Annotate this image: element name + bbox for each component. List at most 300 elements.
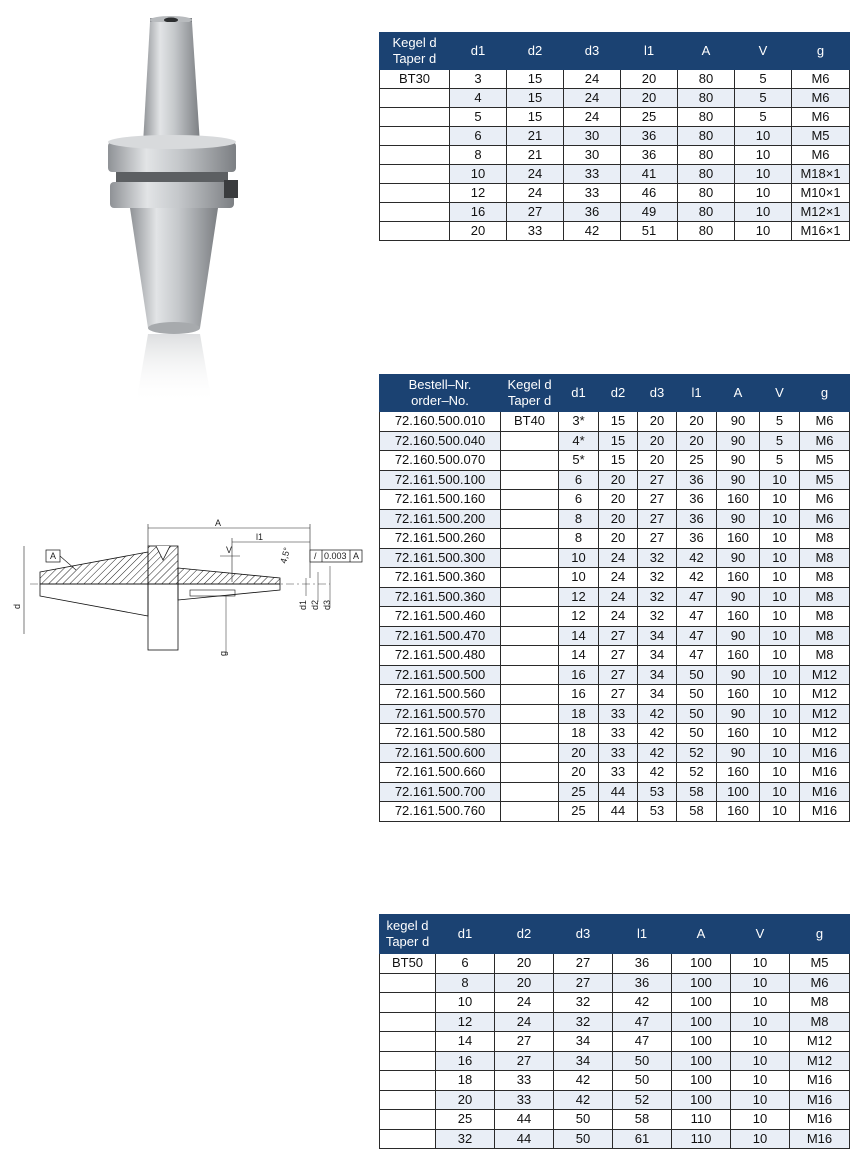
table-cell: M12	[790, 1032, 850, 1052]
table-cell: M12×1	[792, 203, 850, 222]
table-row	[380, 548, 850, 568]
tolerance-value: 0.003	[324, 551, 347, 561]
table-cell: 47	[677, 646, 717, 666]
table-cell: 46	[621, 184, 678, 203]
table-cell: BT40	[501, 412, 559, 432]
table-cell: 5	[760, 431, 800, 451]
column-header: A	[678, 33, 735, 70]
dim-label-a: A	[215, 518, 222, 528]
table-cell: 10	[760, 704, 800, 724]
dim-label-g: g	[218, 650, 228, 656]
table-cell: 12	[436, 1012, 495, 1032]
table-cell: 16	[559, 665, 599, 685]
table-cell: M16	[800, 743, 850, 763]
table-cell: 36	[677, 529, 717, 549]
tolerance-symbol: /	[314, 551, 317, 561]
table-cell: 50	[554, 1129, 613, 1149]
table-row	[380, 203, 850, 222]
table-cell: 10	[760, 587, 800, 607]
table-cell	[501, 646, 559, 666]
table-cell: 18	[559, 724, 599, 744]
table-cell: 49	[621, 203, 678, 222]
table-header-row	[380, 915, 850, 954]
table-cell: 90	[717, 665, 760, 685]
table-row	[380, 1051, 850, 1071]
table-cell: 10	[760, 529, 800, 549]
table-cell: 16	[436, 1051, 495, 1071]
table-cell: 160	[717, 529, 760, 549]
table-cell: 100	[672, 1071, 731, 1091]
table-row	[380, 724, 850, 744]
dim-label-angle: 4,5°	[278, 546, 293, 565]
table-cell: 53	[638, 782, 677, 802]
table-cell: 90	[717, 626, 760, 646]
dim-label-d3: d3	[322, 599, 332, 610]
table-cell	[501, 685, 559, 705]
table-cell: 47	[613, 1012, 672, 1032]
table-cell: 10	[735, 146, 792, 165]
table-cell: 8	[436, 973, 495, 993]
table-cell	[380, 1129, 436, 1149]
table-cell: 10	[731, 993, 790, 1013]
table-cell	[501, 665, 559, 685]
table-cell: 20	[638, 451, 677, 471]
table-row	[380, 509, 850, 529]
table-cell: 8	[450, 146, 507, 165]
column-header: g	[792, 33, 850, 70]
table-cell: M16	[800, 802, 850, 822]
table-cell: 15	[507, 108, 564, 127]
technical-drawing	[10, 516, 370, 666]
table-cell: 10	[731, 1129, 790, 1149]
table-cell: 42	[638, 724, 677, 744]
table-cell: 52	[677, 743, 717, 763]
table-cell: 36	[613, 954, 672, 974]
table-cell: 10	[559, 568, 599, 588]
table-cell: M10×1	[792, 184, 850, 203]
table-cell: 42	[638, 704, 677, 724]
column-header: V	[760, 375, 800, 412]
table-cell: 20	[495, 973, 554, 993]
table-cell: 100	[672, 1090, 731, 1110]
table-cell: 10	[760, 802, 800, 822]
table-cell: 90	[717, 509, 760, 529]
table-cell: M8	[800, 607, 850, 627]
table-body	[380, 70, 850, 241]
table-cell: 20	[677, 412, 717, 432]
table-cell: 25	[559, 782, 599, 802]
table-cell: 90	[717, 451, 760, 471]
table-cell: 8	[559, 509, 599, 529]
table-cell: 20	[599, 509, 638, 529]
table-cell: 12	[559, 607, 599, 627]
table-cell: 10	[760, 626, 800, 646]
column-header: A	[717, 375, 760, 412]
table-cell: 10	[760, 607, 800, 627]
table-cell: 20	[436, 1090, 495, 1110]
table-cell: M5	[800, 451, 850, 471]
table-cell: 90	[717, 587, 760, 607]
table-cell: 52	[677, 763, 717, 783]
table-cell: 52	[613, 1090, 672, 1110]
table-cell: 72.161.500.760	[380, 802, 501, 822]
table-cell: BT30	[380, 70, 450, 89]
table-cell: 10	[731, 973, 790, 993]
table-cell: 16	[559, 685, 599, 705]
table-cell: 100	[717, 782, 760, 802]
table-cell: 25	[621, 108, 678, 127]
table-cell: 72.161.500.360	[380, 568, 501, 588]
table-row	[380, 587, 850, 607]
table-cell: 44	[599, 802, 638, 822]
table-cell: 21	[507, 127, 564, 146]
table-cell: 27	[638, 470, 677, 490]
table-cell: 42	[554, 1071, 613, 1091]
table-cell	[380, 203, 450, 222]
table-cell: 72.161.500.480	[380, 646, 501, 666]
table-cell: M8	[800, 548, 850, 568]
table-cell: 4	[450, 89, 507, 108]
table-row	[380, 222, 850, 241]
table-cell: 33	[599, 704, 638, 724]
column-header: Kegel d Taper d	[501, 375, 559, 412]
column-header: V	[731, 915, 790, 954]
table-cell: 6	[436, 954, 495, 974]
table-cell: 32	[638, 568, 677, 588]
table-cell: 20	[677, 431, 717, 451]
table-cell: 41	[621, 165, 678, 184]
table-cell: 160	[717, 685, 760, 705]
table-row	[380, 529, 850, 549]
table-cell	[501, 587, 559, 607]
table-cell	[501, 548, 559, 568]
table-cell: 160	[717, 763, 760, 783]
table-cell: 100	[672, 993, 731, 1013]
datum-box-a: A	[50, 551, 57, 561]
table-cell: 160	[717, 607, 760, 627]
column-header: l1	[621, 33, 678, 70]
table-cell: 25	[559, 802, 599, 822]
table-cell: M8	[800, 626, 850, 646]
table-cell: 33	[599, 724, 638, 744]
table-cell: 58	[613, 1110, 672, 1130]
table-row	[380, 704, 850, 724]
table-cell: 33	[599, 763, 638, 783]
table-cell: M12	[800, 685, 850, 705]
table-cell: M6	[792, 89, 850, 108]
table-cell: 160	[717, 568, 760, 588]
table-cell: 80	[678, 146, 735, 165]
table-cell: 20	[495, 954, 554, 974]
table-cell: 27	[638, 509, 677, 529]
bt40-spec-table	[379, 374, 850, 822]
table-cell	[501, 451, 559, 471]
table-cell: 34	[554, 1032, 613, 1052]
bt50-spec-table	[379, 914, 850, 1149]
table-cell: 24	[564, 108, 621, 127]
table-cell	[380, 993, 436, 1013]
table-cell: 14	[436, 1032, 495, 1052]
table-row	[380, 607, 850, 627]
table-cell: 33	[564, 184, 621, 203]
table-cell: M16	[790, 1129, 850, 1149]
table-cell: 33	[495, 1071, 554, 1091]
table-cell: 80	[678, 89, 735, 108]
table-cell: 58	[677, 782, 717, 802]
table-row	[380, 626, 850, 646]
table-cell: M6	[792, 108, 850, 127]
table-cell: 72.161.500.300	[380, 548, 501, 568]
table-cell: 32	[554, 1012, 613, 1032]
table-cell	[501, 490, 559, 510]
table-row	[380, 993, 850, 1013]
table-cell: 5	[760, 412, 800, 432]
table-cell: 18	[559, 704, 599, 724]
table-cell: 20	[638, 412, 677, 432]
table-cell: 27	[599, 646, 638, 666]
table-cell: 10	[731, 1090, 790, 1110]
table-cell: 90	[717, 548, 760, 568]
table-row	[380, 412, 850, 432]
table-cell: 72.161.500.570	[380, 704, 501, 724]
table-cell: 24	[599, 568, 638, 588]
table-cell: 24	[564, 70, 621, 89]
table-cell: M8	[800, 646, 850, 666]
table-cell: 80	[678, 184, 735, 203]
table-cell	[501, 626, 559, 646]
table-cell: 10	[731, 1071, 790, 1091]
table-cell: 10	[731, 954, 790, 974]
table-cell: 34	[554, 1051, 613, 1071]
table-row	[380, 1110, 850, 1130]
table-cell: 30	[564, 146, 621, 165]
table-cell	[501, 743, 559, 763]
table-cell: 100	[672, 954, 731, 974]
table-cell: 21	[507, 146, 564, 165]
table-cell	[380, 1071, 436, 1091]
table-header-row	[380, 33, 850, 70]
table-cell: M16	[800, 782, 850, 802]
table-cell: 36	[677, 490, 717, 510]
table-cell: 10	[760, 646, 800, 666]
table-cell	[380, 1032, 436, 1052]
table-cell: 10	[735, 165, 792, 184]
table-cell: 27	[638, 529, 677, 549]
table-cell: 160	[717, 724, 760, 744]
table-row	[380, 954, 850, 974]
table-cell: 50	[677, 724, 717, 744]
table-cell: 47	[677, 587, 717, 607]
table-cell: 12	[450, 184, 507, 203]
table-cell: 10	[731, 1012, 790, 1032]
table-cell: 10	[760, 568, 800, 588]
table-cell: 4*	[559, 431, 599, 451]
table-cell: 8	[559, 529, 599, 549]
table-cell: 15	[507, 89, 564, 108]
table-cell: 10	[731, 1032, 790, 1052]
table-cell	[380, 108, 450, 127]
table-row	[380, 89, 850, 108]
table-row	[380, 184, 850, 203]
table-row	[380, 1012, 850, 1032]
table-cell: 110	[672, 1129, 731, 1149]
table-cell: 10	[450, 165, 507, 184]
table-cell: 32	[638, 607, 677, 627]
bt30-spec-table	[379, 32, 850, 241]
table-cell: 100	[672, 1032, 731, 1052]
column-header: V	[735, 33, 792, 70]
table-cell: 50	[554, 1110, 613, 1130]
table-cell: 24	[599, 607, 638, 627]
table-cell: 47	[613, 1032, 672, 1052]
table-cell	[380, 89, 450, 108]
table-cell: 15	[599, 431, 638, 451]
table-cell: M18×1	[792, 165, 850, 184]
column-header: Bestell–Nr. order–No.	[380, 375, 501, 412]
table-cell: 30	[564, 127, 621, 146]
table-body	[380, 412, 850, 822]
table-row	[380, 1071, 850, 1091]
table-cell: 80	[678, 165, 735, 184]
table-cell: 5	[735, 108, 792, 127]
table-cell: 5	[450, 108, 507, 127]
table-cell	[501, 782, 559, 802]
dim-label-d2: d2	[310, 599, 320, 610]
table-cell: M16×1	[792, 222, 850, 241]
table-cell	[380, 184, 450, 203]
table-cell	[501, 724, 559, 744]
table-cell: 72.161.500.660	[380, 763, 501, 783]
table-cell: 12	[559, 587, 599, 607]
table-cell: 6	[450, 127, 507, 146]
table-cell: 20	[599, 470, 638, 490]
table-row	[380, 70, 850, 89]
table-cell: 3*	[559, 412, 599, 432]
table-cell: M8	[790, 1012, 850, 1032]
table-cell: 20	[621, 70, 678, 89]
table-cell: M6	[792, 146, 850, 165]
table-row	[380, 665, 850, 685]
dim-label-d1: d1	[298, 599, 308, 610]
table-cell: 80	[678, 108, 735, 127]
column-header: l1	[677, 375, 717, 412]
table-row	[380, 782, 850, 802]
column-header: d1	[450, 33, 507, 70]
table-cell: M6	[800, 490, 850, 510]
table-cell: 20	[638, 431, 677, 451]
table-cell: 72.161.500.500	[380, 665, 501, 685]
column-header: g	[800, 375, 850, 412]
table-row	[380, 490, 850, 510]
table-cell	[501, 529, 559, 549]
table-cell: 27	[507, 203, 564, 222]
table-cell	[501, 763, 559, 783]
table-cell: 36	[677, 509, 717, 529]
table-cell: 10	[760, 782, 800, 802]
table-cell: 27	[599, 685, 638, 705]
table-row	[380, 470, 850, 490]
table-cell: 72.161.500.360	[380, 587, 501, 607]
table-cell: 72.161.500.470	[380, 626, 501, 646]
table-row	[380, 127, 850, 146]
table-cell: 44	[495, 1110, 554, 1130]
table-row	[380, 802, 850, 822]
table-cell: 90	[717, 470, 760, 490]
table-cell: 10	[760, 763, 800, 783]
table-cell	[380, 222, 450, 241]
table-cell: 24	[495, 993, 554, 1013]
table-cell: 50	[677, 665, 717, 685]
table-cell: 14	[559, 646, 599, 666]
table-cell: 27	[599, 626, 638, 646]
table-cell: 90	[717, 412, 760, 432]
table-cell: 32	[638, 587, 677, 607]
table-cell: 10	[760, 724, 800, 744]
table-cell: BT50	[380, 954, 436, 974]
table-body	[380, 954, 850, 1149]
table-cell: M5	[792, 127, 850, 146]
table-cell: 15	[507, 70, 564, 89]
table-cell: 14	[559, 626, 599, 646]
table-cell: M5	[800, 470, 850, 490]
table-header-row	[380, 375, 850, 412]
table-cell: 44	[495, 1129, 554, 1149]
tool-holder-photo	[100, 14, 250, 404]
dim-label-d: d	[12, 603, 22, 609]
table-cell: M6	[792, 70, 850, 89]
table-cell: 42	[554, 1090, 613, 1110]
table-cell: M12	[800, 724, 850, 744]
table-cell: 80	[678, 70, 735, 89]
table-cell	[501, 509, 559, 529]
table-cell: 24	[599, 548, 638, 568]
table-cell: 72.160.500.040	[380, 431, 501, 451]
table-cell: 27	[554, 954, 613, 974]
column-header: d2	[507, 33, 564, 70]
table-cell: 24	[507, 165, 564, 184]
table-cell: 5	[735, 70, 792, 89]
table-row	[380, 451, 850, 471]
table-cell: 72.161.500.700	[380, 782, 501, 802]
table-cell: 100	[672, 973, 731, 993]
column-header: g	[790, 915, 850, 954]
column-header: A	[672, 915, 731, 954]
table-cell	[380, 165, 450, 184]
table-cell: 42	[677, 548, 717, 568]
table-cell: 61	[613, 1129, 672, 1149]
dim-label-v: V	[226, 545, 233, 555]
table-cell: 50	[677, 704, 717, 724]
table-cell	[501, 607, 559, 627]
table-cell: 24	[564, 89, 621, 108]
table-cell: 32	[554, 993, 613, 1013]
table-cell: M16	[790, 1110, 850, 1130]
table-cell: 24	[495, 1012, 554, 1032]
table-cell: 36	[613, 973, 672, 993]
column-header: Kegel d Taper d	[380, 33, 450, 70]
table-cell	[501, 431, 559, 451]
table-cell: 51	[621, 222, 678, 241]
table-cell: 25	[677, 451, 717, 471]
table-cell: 5	[760, 451, 800, 471]
table-row	[380, 146, 850, 165]
table-cell: 34	[638, 665, 677, 685]
table-cell: 24	[599, 587, 638, 607]
table-cell: M6	[800, 412, 850, 432]
table-cell: 34	[638, 646, 677, 666]
table-cell: 15	[599, 412, 638, 432]
table-cell: 42	[613, 993, 672, 1013]
